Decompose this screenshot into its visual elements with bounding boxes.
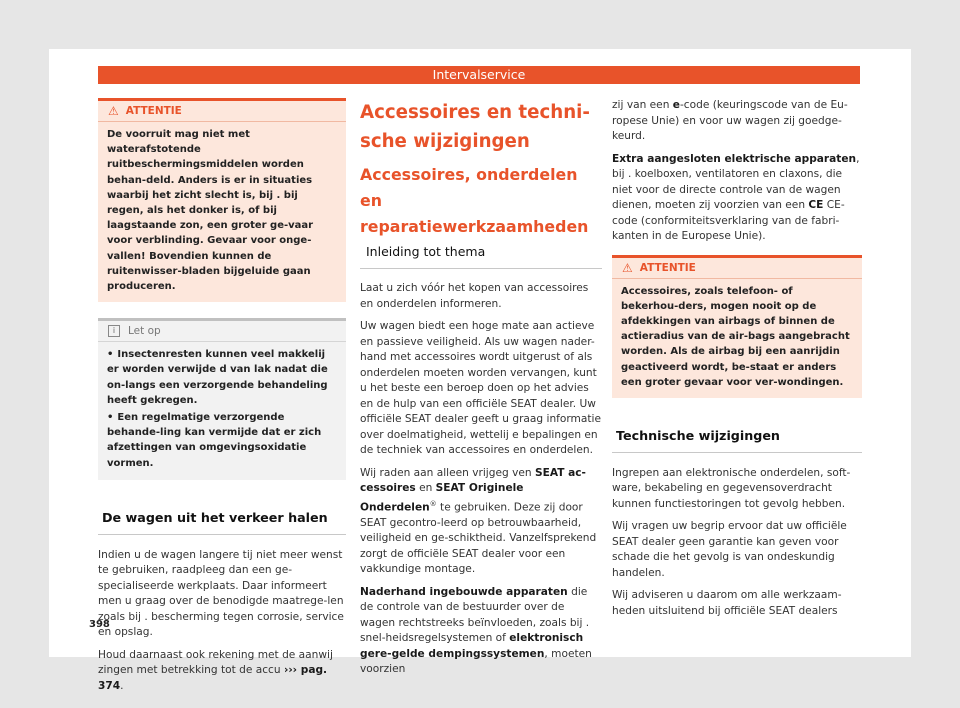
bullet-icon: • bbox=[107, 349, 114, 361]
page-reference-link[interactable]: ››› pag. 374 bbox=[98, 664, 328, 692]
header-title: Intervalservice bbox=[98, 66, 860, 84]
note-title: Let op bbox=[128, 325, 161, 338]
warning-box bbox=[98, 98, 346, 302]
warning-title: ATTENTIE bbox=[125, 105, 182, 117]
note-item: • Insectenresten kunnen veel makkelij er worden verwijde d van lak nadat die on-langs een verzorgende behandeling heeft gekregen. bbox=[107, 349, 328, 406]
paragraph: Wij raden aan alleen vrijgeg ven SEAT ac-cessoires en SEAT Originele Onderdelen® te gebruiken. Deze zij door SEAT gecontro-leerd op betrouwbaarheid, veiligheid en ge-schiktheid. Vanzelfsprekend zorgt de officiële SEAT dealer voor een vakkundige montage. bbox=[360, 466, 597, 576]
column-left bbox=[98, 98, 346, 701]
bullet-icon: • bbox=[107, 412, 114, 424]
paragraph: zij van een e-code (keuringscode van de Eu-ropese Unie) en voor uw wagen zij goedge-keurd. bbox=[612, 99, 848, 142]
warning-box bbox=[612, 255, 862, 398]
paragraph: Naderhand ingebouwde apparaten die de controle van de bestuurder over de wagen rechtstreeks beïnvloeden, zoals bij . snel-heidsregelsystemen of elektronisch gere-gelde dempingssystemen, moeten voorzien bbox=[360, 585, 592, 676]
note-box bbox=[98, 318, 346, 480]
chapter-title: Accessoires en techni-sche wijzigingen bbox=[360, 102, 590, 152]
info-icon: i bbox=[108, 325, 120, 337]
warning-title: ATTENTIE bbox=[639, 261, 696, 274]
warning-icon: ⚠ bbox=[622, 260, 633, 275]
paragraph: Houd daarnaast ook rekening met de aanwij zingen met betrekking tot de accu ››› pag. 374. bbox=[98, 648, 333, 692]
warning-icon: ⚠ bbox=[108, 104, 119, 118]
section-heading: De wagen uit het verkeer halen bbox=[98, 510, 346, 535]
warning-text: Accessoires, zoals telefoon- of bekerhou-ders, mogen nooit op de afdekkingen van airbags of binnen de actieradius van de air-bags aangebracht worden. Als de airbag bij een aanrijdin geactiveerd wordt, be-staat er anders een groter gevaar voor ver-wondingen. bbox=[621, 285, 850, 388]
paragraph: Uw wagen biedt een hoge mate aan actieve en passieve veiligheid. Als uw wagen nader-hand met accessoires wordt uitgerust of als onderdelen moeten worden vervangen, kunt u het beste een beroep doen op het advies en de hulp van een officiële SEAT dealer. Uw officiële SEAT dealer geeft u graag informatie over doelmatigheid, wettelij e bepalingen en de techniek van accessoires en onderdelen. bbox=[360, 320, 601, 456]
subsection-title: Inleiding tot thema bbox=[360, 244, 602, 269]
paragraph: Ingrepen aan elektronische onderdelen, soft-ware, bekabeling en gegevensoverdracht kunnen functiestoringen tot gevolg hebben. bbox=[612, 466, 851, 510]
paragraph: Indien u de wagen langere tij niet meer wenst te gebruiken, raadpleeg dan een ge-specialiseerde werkplaats. Daar informeert men u graag over de benodigde maatrege-len zoals bij . bescherming tegen corrosie, service en opslag. bbox=[98, 548, 344, 639]
warning-text: De voorruit mag niet met waterafstotende ruitbeschermingsmiddelen worden behan-deld. Anders is er in situaties waarbij het zicht slecht is, bij . bij regen, als het donker is, of bij laagstaande zon, een groter ge-vaar voor verblinding. Gevaar voor onge-vallen! Bovendien kunnen de ruitenwisser-bladen bijgeluide gaan produceren. bbox=[107, 129, 314, 293]
paragraph: Wij adviseren u daarom om alle werkzaam-heden uitsluitend bij officiële SEAT dealers bbox=[612, 589, 842, 617]
paragraph: Extra aangesloten elektrische apparaten, bij . koelboxen, ventilatoren en claxons, die niet voor de directe controle van de wagen dienen, moeten zij voorzien van een CE CE-code (conformiteitsverklaring van de fabri-kanten in de Europese Unie). bbox=[612, 152, 860, 242]
section-heading: Technische wijzigingen bbox=[612, 428, 862, 453]
column-middle bbox=[360, 98, 602, 685]
section-title: Accessoires, onderdelen en reparatiewerkzaamheden bbox=[360, 165, 589, 236]
paragraph: Laat u zich vóór het kopen van accessoires en onderdelen informeren. bbox=[360, 282, 589, 310]
ce-mark-icon: CE bbox=[808, 199, 824, 211]
note-item: • Een regelmatige verzorgende behande-ling kan vermijde dat er zich afzettingen van omgevingsoxidatie vormen. bbox=[107, 412, 322, 469]
paragraph: Wij vragen uw begrip ervoor dat uw officiële SEAT dealer geen garantie kan geven voor schade die het gevolg is van ondeskundig handelen. bbox=[612, 520, 847, 579]
column-right bbox=[612, 98, 862, 626]
page-number: 398 bbox=[89, 619, 110, 630]
